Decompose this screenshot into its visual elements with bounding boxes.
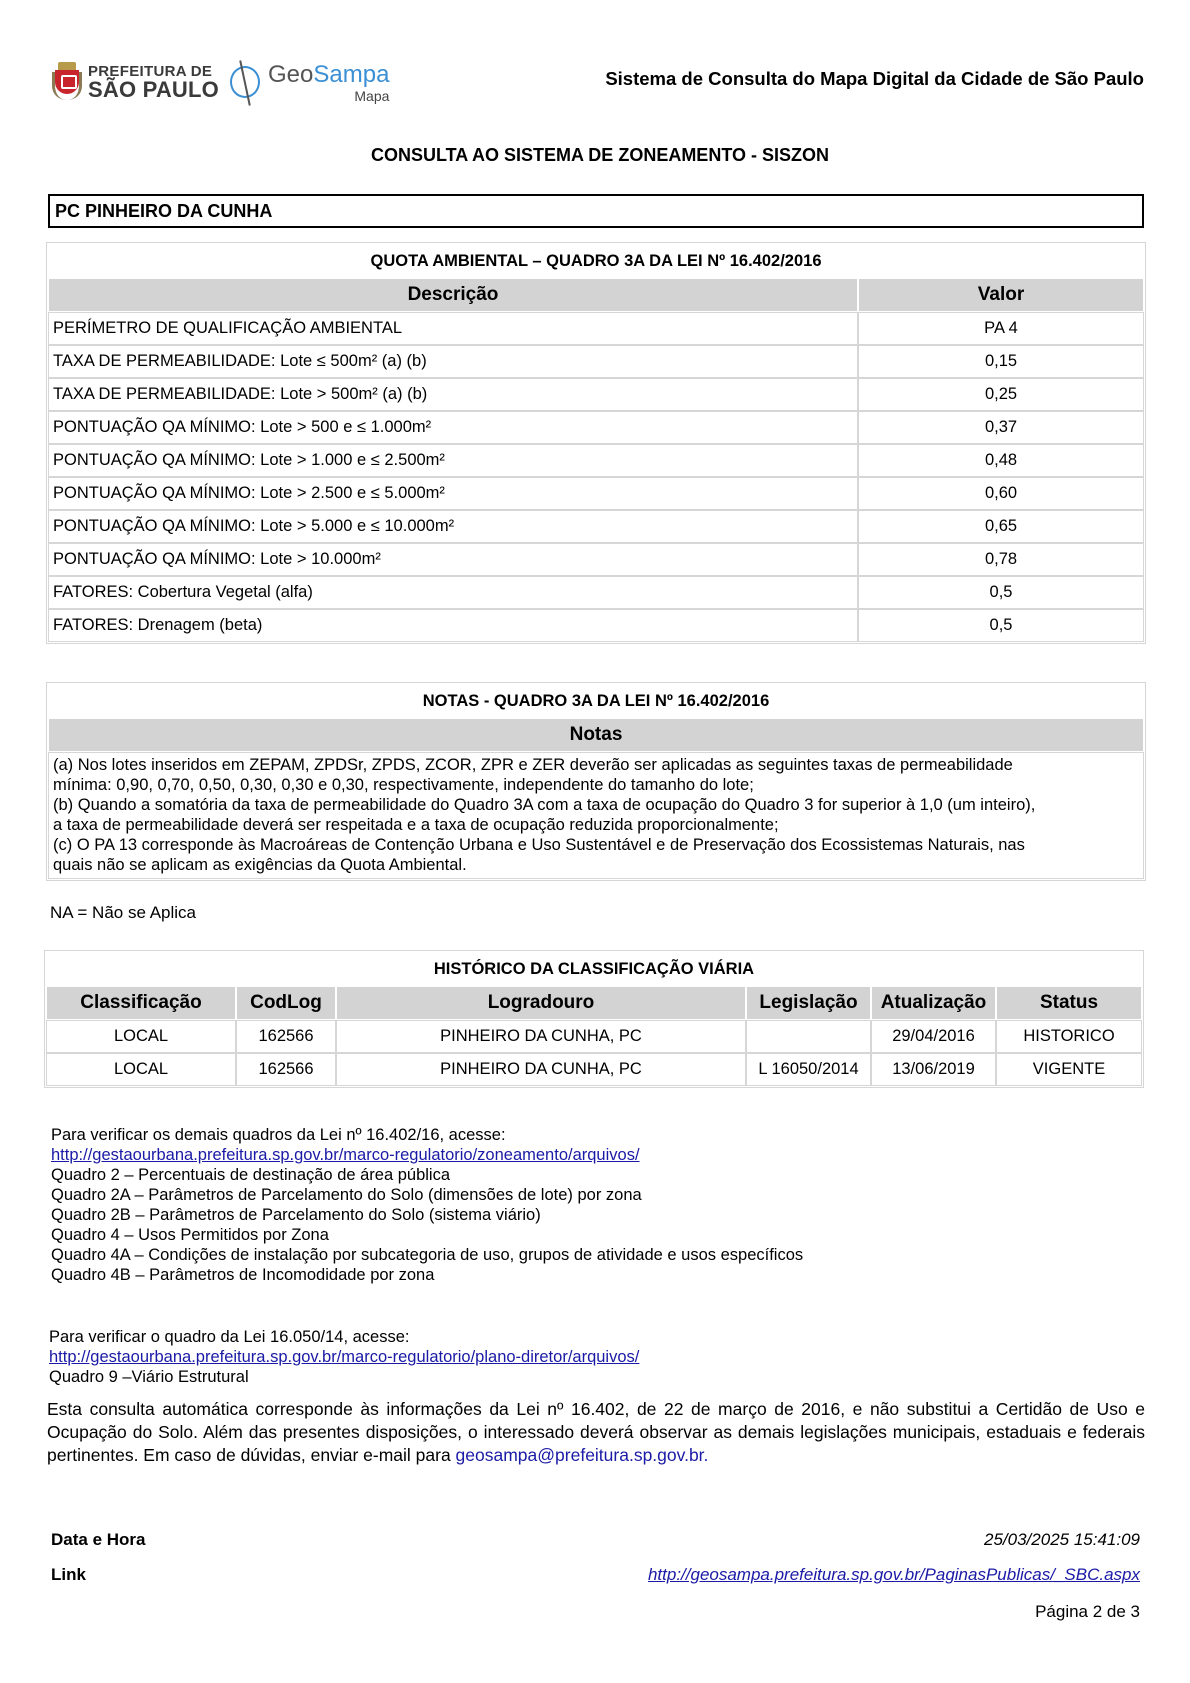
table-row — [49, 445, 1143, 476]
table-row — [49, 379, 1143, 410]
cell-desc: PONTUAÇÃO QA MÍNIMO: Lote > 5.000 e ≤ 10.000m² — [49, 511, 857, 542]
cell-value: 0,15 — [859, 346, 1143, 377]
table-row — [47, 1021, 1141, 1052]
column-header-classificacao: Classificação — [47, 987, 235, 1019]
disclaimer-text: Esta consulta automática corresponde às informações da Lei nº 16.402, de 22 de março de 2016, e não substitui a Certidão de Uso e Ocupação do Solo. Além das presentes disposições, o interessado deverá observar as demais legislações municipais, estaduais e federais pertinentes. Em caso de dúvidas, enviar e-mail para — [47, 1399, 1145, 1465]
link-label: Link — [51, 1565, 86, 1584]
cell-status: VIGENTE — [997, 1054, 1141, 1085]
cell-desc: PERÍMETRO DE QUALIFICAÇÃO AMBIENTAL — [49, 313, 857, 344]
cell-value: 0,48 — [859, 445, 1143, 476]
table-row — [49, 610, 1143, 641]
table-row — [49, 313, 1143, 344]
table-caption: NOTAS - QUADRO 3A DA LEI Nº 16.402/2016 — [422, 691, 770, 710]
column-header-codlog: CodLog — [237, 987, 335, 1019]
cell-value: 0,78 — [859, 544, 1143, 575]
disclaimer — [47, 1398, 1145, 1467]
table-row — [49, 544, 1143, 575]
cell-desc: PONTUAÇÃO QA MÍNIMO: Lote > 2.500 e ≤ 5.000m² — [49, 478, 857, 509]
cell-codlog: 162566 — [237, 1054, 335, 1085]
links-lei-16402 — [51, 1125, 803, 1285]
cell-value: 0,5 — [859, 610, 1143, 641]
zoneamento-link[interactable]: http://gestaourbana.prefeitura.sp.gov.br/marco-regulatorio/zoneamento/arquivos/ — [51, 1146, 640, 1164]
page-title: CONSULTA AO SISTEMA DE ZONEAMENTO - SISZON — [370, 145, 829, 165]
cell-classificacao: LOCAL — [47, 1021, 235, 1052]
table-row — [49, 478, 1143, 509]
links-intro: Para verificar o quadro da Lei 16.050/14, acesse: — [49, 1328, 410, 1346]
cell-atualizacao: 13/06/2019 — [872, 1054, 995, 1085]
cell-codlog: 162566 — [237, 1021, 335, 1052]
note-line: mínima: 0,90, 0,70, 0,50, 0,30, 0,30 e 0,30, respectivamente, independente do tamanho do lote; — [53, 776, 754, 794]
column-header-valor: Valor — [859, 279, 1143, 311]
table-caption: QUOTA AMBIENTAL – QUADRO 3A DA LEI Nº 16.402/2016 — [370, 251, 822, 270]
na-legend: NA = Não se Aplica — [50, 903, 197, 922]
datetime-label: Data e Hora — [51, 1530, 146, 1549]
notes-table — [46, 682, 1146, 881]
cell-value: 0,60 — [859, 478, 1143, 509]
quota-ambiental-table — [46, 242, 1146, 644]
cell-legislacao — [747, 1021, 870, 1052]
plano-diretor-link[interactable]: http://gestaourbana.prefeitura.sp.gov.br/marco-regulatorio/plano-diretor/arquivos/ — [49, 1348, 640, 1366]
note-line: quais não se aplicam as exigências da Quota Ambiental. — [53, 856, 467, 874]
column-header-legislacao: Legislação — [747, 987, 870, 1019]
quadro-item: Quadro 4 – Usos Permitidos por Zona — [51, 1226, 329, 1244]
cell-desc: TAXA DE PERMEABILIDADE: Lote ≤ 500m² (a) (b) — [49, 346, 857, 377]
quadro-item: Quadro 2B – Parâmetros de Parcelamento do Solo (sistema viário) — [51, 1206, 541, 1224]
cell-desc: PONTUAÇÃO QA MÍNIMO: Lote > 1.000 e ≤ 2.500m² — [49, 445, 857, 476]
table-row — [49, 346, 1143, 377]
cell-classificacao: LOCAL — [47, 1054, 235, 1085]
geosampa-page-link[interactable]: http://geosampa.prefeitura.sp.gov.br/PaginasPublicas/_SBC.aspx — [647, 1565, 1140, 1584]
address-box: PC PINHEIRO DA CUNHA — [48, 194, 1144, 228]
cell-atualizacao: 29/04/2016 — [872, 1021, 995, 1052]
cell-desc: TAXA DE PERMEABILIDADE: Lote > 500m² (a) (b) — [49, 379, 857, 410]
links-intro: Para verificar os demais quadros da Lei nº 16.402/16, acesse: — [51, 1126, 506, 1144]
sao-paulo-crest-icon — [52, 62, 82, 102]
cell-value: 0,65 — [859, 511, 1143, 542]
historico-viaria-table — [44, 950, 1144, 1088]
cell-value: 0,25 — [859, 379, 1143, 410]
note-line: (b) Quando a somatória da taxa de permeabilidade do Quadro 3A com a taxa de ocupação do Quadro 3 for superior à 1,0 (um inteiro), — [53, 796, 1036, 814]
table-caption: HISTÓRICO DA CLASSIFICAÇÃO VIÁRIA — [433, 959, 755, 978]
column-header-notas: Notas — [49, 719, 1143, 751]
prefeitura-sao-paulo-logo — [52, 62, 219, 102]
cell-desc: PONTUAÇÃO QA MÍNIMO: Lote > 10.000m² — [49, 544, 857, 575]
datetime-value: 25/03/2025 15:41:09 — [984, 1530, 1140, 1549]
globe-icon — [228, 60, 262, 106]
cell-desc: PONTUAÇÃO QA MÍNIMO: Lote > 500 e ≤ 1.000m² — [49, 412, 857, 443]
cell-legislacao: L 16050/2014 — [747, 1054, 870, 1085]
links-lei-16050 — [49, 1327, 639, 1387]
notes-content — [49, 753, 1143, 878]
quadro-item: Quadro 2A – Parâmetros de Parcelamento do Solo (dimensões de lote) por zona — [51, 1186, 642, 1204]
logo-line2: SÃO PAULO — [88, 76, 219, 102]
note-line: (a) Nos lotes inseridos em ZEPAM, ZPDSr, ZPDS, ZCOR, ZPR e ZER deverão ser aplicadas as seguintes taxas de permeabilidade — [53, 756, 1013, 774]
cell-desc: FATORES: Cobertura Vegetal (alfa) — [49, 577, 857, 608]
geosampa-logo — [228, 60, 389, 106]
column-header-status: Status — [997, 987, 1141, 1019]
logo-line1: PREFEITURA DE — [88, 62, 213, 80]
note-line: (c) O PA 13 corresponde às Macroáreas de Contenção Urbana e Uso Sustentável e de Preservação dos Ecossistemas Naturais, nas — [53, 836, 1025, 854]
note-line: a taxa de permeabilidade deverá ser respeitada e a taxa de ocupação reduzida proporcionalmente; — [53, 816, 779, 834]
quadro-item: Quadro 4B – Parâmetros de Incomodidade por zona — [51, 1266, 435, 1284]
table-row — [49, 511, 1143, 542]
table-row — [47, 1054, 1141, 1085]
logo-mapa: Mapa — [354, 88, 390, 104]
table-row — [49, 577, 1143, 608]
cell-logradouro: PINHEIRO DA CUNHA, PC — [337, 1054, 745, 1085]
column-header-atualizacao: Atualização — [872, 987, 995, 1019]
cell-value: PA 4 — [859, 313, 1143, 344]
system-title: Sistema de Consulta do Mapa Digital da Cidade de São Paulo — [605, 68, 1144, 89]
quadro-item: Quadro 9 –Viário Estrutural — [49, 1368, 249, 1386]
table-row — [49, 412, 1143, 443]
cell-status: HISTORICO — [997, 1021, 1141, 1052]
cell-desc: FATORES: Drenagem (beta) — [49, 610, 857, 641]
quadro-item: Quadro 4A – Condições de instalação por subcategoria de uso, grupos de atividade e usos específicos — [51, 1246, 804, 1264]
cell-value: 0,5 — [859, 577, 1143, 608]
logo-sampa: Sampa — [313, 61, 390, 88]
quadro-item: Quadro 2 – Percentuais de destinação de área pública — [51, 1166, 451, 1184]
logo-geo: Geo — [268, 61, 314, 88]
cell-value: 0,37 — [859, 412, 1143, 443]
column-header-logradouro: Logradouro — [337, 987, 745, 1019]
page-number: Página 2 de 3 — [1035, 1602, 1140, 1621]
cell-logradouro: PINHEIRO DA CUNHA, PC — [337, 1021, 745, 1052]
contact-email-link[interactable]: geosampa@prefeitura.sp.gov.br. — [455, 1445, 709, 1465]
column-header-descricao: Descrição — [49, 279, 857, 311]
